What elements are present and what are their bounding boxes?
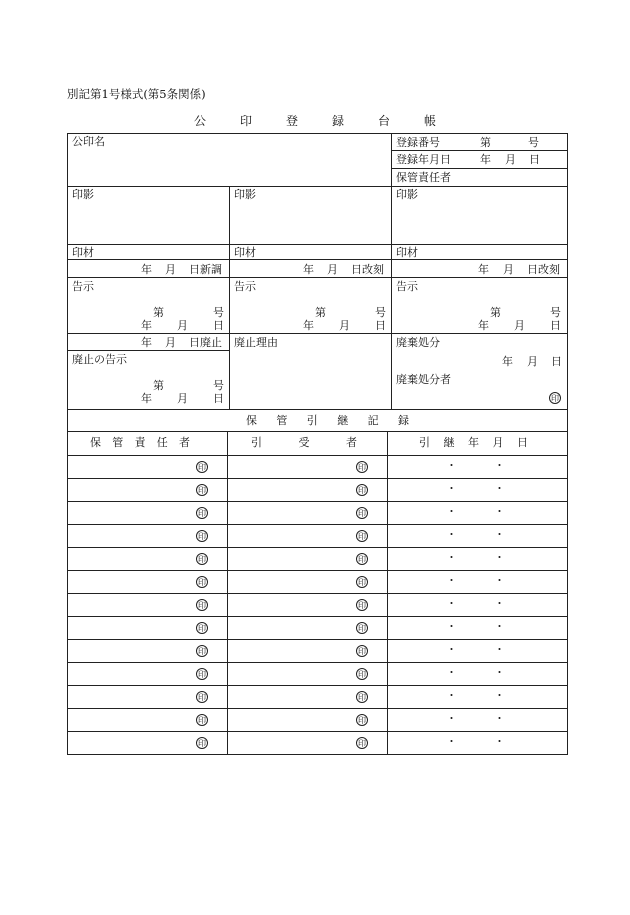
date-separator-dot: ・ — [494, 528, 505, 541]
year-label: 年 — [480, 153, 491, 166]
new-make-label: 日新調 — [189, 263, 222, 276]
rule-line — [67, 409, 567, 410]
seal-mark-icon: 印 — [198, 601, 206, 610]
date-separator-dot: ・ — [446, 505, 457, 518]
date-separator-dot: ・ — [494, 712, 505, 725]
seal-mark-icon: 印 — [198, 463, 206, 472]
title-char: 帳 — [424, 114, 437, 128]
seal-mark-icon: 印 — [358, 509, 366, 518]
date-separator-dot: ・ — [494, 620, 505, 633]
date-separator-dot: ・ — [494, 505, 505, 518]
frame-right — [567, 133, 568, 409]
rule-line — [67, 333, 567, 334]
notice-label: 告示 — [396, 280, 418, 293]
transfer-date-column-header: 日 — [517, 436, 528, 449]
month-label: 月 — [505, 153, 516, 166]
date-separator-dot: ・ — [446, 689, 457, 702]
date-separator-dot: ・ — [446, 459, 457, 472]
form-title — [0, 112, 630, 129]
disposer-label: 廃棄処分者 — [396, 373, 451, 386]
table-row-line — [67, 708, 568, 709]
table-row-line — [67, 754, 568, 755]
seal-mark-icon: 印 — [358, 601, 366, 610]
seal-mark-icon: 印 — [198, 532, 206, 541]
date-separator-dot: ・ — [446, 597, 457, 610]
date-separator-dot: ・ — [446, 666, 457, 679]
receiver-column-header: 受 — [298, 436, 310, 449]
transfer-record-heading: 管 — [276, 414, 288, 427]
go-label: 号 — [213, 379, 224, 392]
transfer-record-heading: 引 — [306, 414, 318, 427]
seal-mark-icon: 印 — [358, 670, 366, 679]
seal-mark-icon: 印 — [198, 647, 206, 656]
date-separator-dot: ・ — [446, 643, 457, 656]
notice-label: 告示 — [234, 280, 256, 293]
title-char: 録 — [332, 114, 345, 128]
table-row-line — [67, 685, 568, 686]
seal-impression-label: 印影 — [396, 188, 418, 201]
seal-mark-icon: 印 — [358, 693, 366, 702]
seal-material-label: 印材 — [234, 246, 256, 259]
month-label: 月 — [327, 263, 338, 276]
date-separator-dot: ・ — [494, 666, 505, 679]
frame-left — [67, 409, 68, 755]
date-separator-dot: ・ — [494, 735, 505, 748]
transfer-record-heading: 継 — [337, 414, 349, 427]
date-separator-dot: ・ — [494, 597, 505, 610]
date-separator-dot: ・ — [446, 620, 457, 633]
title-char: 印 — [239, 114, 252, 128]
year-label: 年 — [141, 319, 152, 332]
date-separator-dot: ・ — [446, 712, 457, 725]
form-number-header: 別記第1号様式(第5条関係) — [67, 87, 206, 101]
table-row-line — [67, 616, 568, 617]
date-separator-dot: ・ — [446, 528, 457, 541]
registration-number-label: 登録番号 — [396, 136, 440, 149]
receiver-column-header: 者 — [346, 436, 357, 449]
date-separator-dot: ・ — [494, 459, 505, 472]
rule-line — [391, 133, 392, 186]
table-row-line — [67, 547, 568, 548]
table-row-line — [67, 593, 568, 594]
dai-label: 第 — [153, 306, 164, 319]
custodian-column-header: 保 — [90, 436, 101, 449]
frame-top — [67, 133, 568, 134]
rule-line — [67, 244, 567, 245]
date-separator-dot: ・ — [494, 689, 505, 702]
transfer-date-column-header: 継 — [443, 436, 455, 449]
frame-right — [567, 409, 568, 755]
seal-mark-icon: 印 — [358, 532, 366, 541]
year-label: 年 — [303, 319, 314, 332]
seal-material-label: 印材 — [396, 246, 418, 259]
transfer-record-heading: 録 — [398, 414, 409, 427]
go-label: 号 — [375, 306, 386, 319]
go-label: 号 — [213, 306, 224, 319]
rule-line — [391, 150, 567, 151]
year-label: 年 — [141, 263, 152, 276]
dai-label: 第 — [490, 306, 501, 319]
seal-mark-icon: 印 — [358, 716, 366, 725]
dai-label: 第 — [315, 306, 326, 319]
abolish-notice-label: 廃止の告示 — [72, 353, 127, 366]
title-char: 公 — [193, 114, 206, 128]
table-row-line — [67, 639, 568, 640]
seal-mark-icon: 印 — [358, 555, 366, 564]
transfer-record-heading: 記 — [367, 414, 379, 427]
rule-line — [67, 350, 229, 351]
rule-line — [229, 333, 230, 409]
day-label: 日 — [213, 319, 224, 332]
transfer-date-column-header: 月 — [492, 436, 504, 449]
year-label: 年 — [478, 263, 489, 276]
receiver-column-header: 引 — [251, 436, 262, 449]
table-row-line — [67, 731, 568, 732]
seal-mark-icon: 印 — [198, 624, 206, 633]
seal-impression-label: 印影 — [234, 188, 256, 201]
table-row-line — [67, 570, 568, 571]
month-label: 月 — [177, 319, 188, 332]
seal-mark-icon: 印 — [358, 739, 366, 748]
transfer-date-column-header: 引 — [419, 436, 430, 449]
table-row-line — [67, 524, 568, 525]
seal-mark-icon: 印 — [358, 624, 366, 633]
go-label: 号 — [550, 306, 561, 319]
seal-mark-icon: 印 — [198, 716, 206, 725]
day-label: 日 — [551, 355, 562, 368]
seal-mark-icon: 印 — [198, 739, 206, 748]
registration-date-label: 登録年月日 — [396, 153, 451, 166]
custodian-column-header: 責 — [134, 436, 146, 449]
notice-label: 告示 — [72, 280, 94, 293]
date-separator-dot: ・ — [494, 643, 505, 656]
month-label: 月 — [527, 355, 538, 368]
custodian-column-header: 任 — [156, 436, 168, 449]
table-row-line — [67, 662, 568, 663]
day-label: 日 — [550, 319, 561, 332]
seal-mark-icon: 印 — [358, 647, 366, 656]
title-char: 登 — [285, 114, 298, 128]
disposal-label: 廃棄処分 — [396, 336, 440, 349]
day-label: 日 — [375, 319, 386, 332]
seal-mark-icon: 印 — [358, 578, 366, 587]
day-label: 日 — [529, 153, 540, 166]
month-label: 月 — [339, 319, 350, 332]
month-label: 月 — [503, 263, 514, 276]
month-label: 月 — [514, 319, 525, 332]
month-label: 月 — [177, 392, 188, 405]
abolish-reason-label: 廃止理由 — [234, 336, 278, 349]
remake-label: 日改刻 — [527, 263, 560, 276]
remake-label: 日改刻 — [351, 263, 384, 276]
rule-line — [67, 277, 567, 278]
custodian-column-header: 者 — [179, 436, 190, 449]
custodian-column-header: 管 — [112, 436, 124, 449]
seal-mark-icon: 印 — [358, 463, 366, 472]
date-separator-dot: ・ — [494, 574, 505, 587]
title-char: 台 — [378, 114, 391, 128]
dai-label: 第 — [153, 379, 164, 392]
seal-mark-icon: 印 — [198, 509, 206, 518]
abolish-date-label: 日廃止 — [189, 336, 222, 349]
table-row-line — [67, 501, 568, 502]
seal-material-label: 印材 — [72, 246, 94, 259]
go-label: 号 — [528, 136, 539, 149]
table-row-line — [67, 478, 568, 479]
date-separator-dot: ・ — [446, 482, 457, 495]
rule-line — [67, 259, 567, 260]
rule-line — [391, 186, 392, 409]
date-separator-dot: ・ — [494, 551, 505, 564]
seal-mark-icon: 印 — [358, 486, 366, 495]
seal-mark-icon: 印 — [551, 394, 559, 403]
frame-left — [67, 133, 68, 409]
seal-mark-icon: 印 — [198, 578, 206, 587]
date-separator-dot: ・ — [494, 482, 505, 495]
seal-mark-icon: 印 — [198, 486, 206, 495]
year-label: 年 — [141, 336, 152, 349]
rule-line — [67, 186, 567, 187]
year-label: 年 — [502, 355, 513, 368]
transfer-record-heading: 保 — [246, 414, 257, 427]
seal-mark-icon: 印 — [198, 555, 206, 564]
month-label: 月 — [165, 336, 176, 349]
day-label: 日 — [213, 392, 224, 405]
date-separator-dot: ・ — [446, 551, 457, 564]
date-separator-dot: ・ — [446, 735, 457, 748]
seal-name-label: 公印名 — [72, 135, 105, 148]
rule-line — [67, 431, 567, 432]
year-label: 年 — [478, 319, 489, 332]
month-label: 月 — [165, 263, 176, 276]
transfer-date-column-header: 年 — [468, 436, 479, 449]
dai-label: 第 — [480, 136, 491, 149]
rule-line — [67, 455, 567, 456]
seal-mark-icon: 印 — [198, 693, 206, 702]
seal-impression-label: 印影 — [72, 188, 94, 201]
date-separator-dot: ・ — [446, 574, 457, 587]
custodian-label: 保管責任者 — [396, 171, 451, 184]
rule-line — [391, 168, 567, 169]
year-label: 年 — [141, 392, 152, 405]
seal-mark-icon: 印 — [198, 670, 206, 679]
year-label: 年 — [303, 263, 314, 276]
